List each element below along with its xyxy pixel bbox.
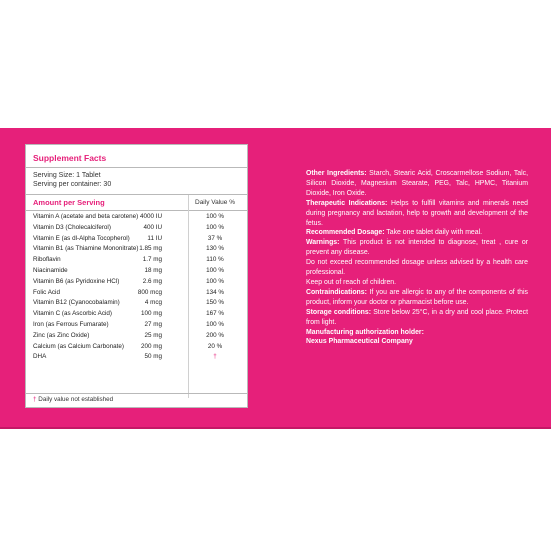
nutrient-amount: 11 IU	[147, 234, 162, 242]
nutrient-daily-value: 100 %	[206, 213, 224, 220]
nutrient-name: Vitamin E (as dl-Alpha Tocopherol)	[33, 234, 130, 242]
nutrient-name: Niacinamide	[33, 266, 68, 274]
nutrient-amount: 4 mcg	[144, 299, 162, 307]
nutrient-daily-value: 134 %	[206, 288, 224, 296]
nutrient-name: Iron (as Ferrous Fumarate)	[33, 320, 109, 328]
amount-per-serving-header: Amount per Serving	[33, 198, 105, 207]
nutrient-daily-value: 37 %	[207, 234, 223, 242]
table-row	[26, 255, 247, 266]
nutrient-amount: 2.6 mg	[142, 277, 162, 285]
daily-value-header: Daily Value %	[195, 199, 235, 206]
nutrient-daily-value: 110 %	[206, 256, 224, 264]
dosage-label: Recommended Dosage:	[306, 229, 385, 237]
nutrient-amount: 800 mcg	[137, 288, 162, 296]
product-information	[306, 169, 528, 347]
nutrient-name: DHA	[33, 353, 47, 361]
nutrient-name: Vitamin B12 (Cyanocobalamin)	[33, 299, 120, 307]
nutrient-daily-value: 167 %	[206, 310, 224, 318]
nutrient-daily-value: 200 %	[206, 331, 224, 339]
nutrient-name: Riboflavin	[33, 256, 61, 264]
nutrient-name: Vitamin B6 (as Pyridoxine HCl)	[33, 277, 120, 285]
footnote-text: Daily value not established	[36, 396, 114, 403]
therapeutic-indications	[306, 199, 528, 229]
divider	[26, 210, 247, 211]
nutrient-amount: 18 mg	[144, 266, 162, 274]
divider	[26, 167, 247, 168]
supplement-facts-panel	[25, 144, 248, 408]
nutrient-name: Vitamin C (as Ascorbic Acid)	[33, 310, 112, 318]
nutrient-amount: 4000 IU	[139, 213, 162, 220]
nutrient-name: Vitamin B1 (as Thiamine Mononitrate)	[33, 245, 139, 253]
table-row	[26, 352, 247, 363]
nutrient-daily-value: 130 %	[206, 245, 224, 253]
nutrient-daily-value: 100 %	[206, 223, 224, 231]
storage-text: Store below 25°C, in a dry and cool place. Protect from light.	[306, 308, 528, 326]
table-row	[26, 320, 247, 331]
nutrient-name: Folic Acid	[33, 288, 60, 296]
contraindications	[306, 288, 528, 308]
nutrient-name: Calcium (as Calcium Carbonate)	[33, 342, 124, 350]
table-row	[26, 234, 247, 245]
storage-conditions	[306, 308, 528, 328]
nutrient-name: Zinc (as Zinc Oxide)	[33, 331, 90, 339]
nutrient-daily-value: 100 %	[206, 266, 224, 274]
contra-label: Contraindications:	[306, 288, 367, 296]
nutrient-amount: 200 mg	[140, 342, 162, 350]
warnings-line-2: Do not exceed recommended dosage unless advised by a health care professional.	[306, 259, 528, 277]
nutrient-amount: 1.7 mg	[142, 256, 162, 264]
package-panel-edge	[0, 427, 551, 429]
nutrient-amount: 1.85 mg	[139, 245, 162, 253]
warnings-line-3: Keep out of reach of children.	[306, 278, 397, 286]
contra-text: If you are allergic to any of the components of this product, inform your doctor or pharmacist before use.	[306, 288, 528, 306]
nutrient-amount: 400 IU	[143, 223, 162, 231]
table-row	[26, 298, 247, 309]
other-ingredients	[306, 169, 528, 199]
nutrient-amount: 50 mg	[144, 353, 162, 361]
therapeutic-text: Helps to fulfill vitamins and minerals need during pregnancy and lactation, help to growth and development of the fetus.	[306, 199, 529, 227]
nutrient-daily-value: 150 %	[206, 299, 224, 307]
nutrient-daily-value: 20 %	[207, 342, 223, 350]
authorization-holder	[306, 328, 528, 338]
nutrient-daily-value: 100 %	[206, 320, 224, 328]
supplement-facts-title: Supplement Facts	[33, 153, 107, 163]
table-row	[26, 277, 247, 288]
warnings-label: Warnings:	[306, 239, 340, 247]
dosage-text: Take one tablet daily with meal.	[384, 229, 483, 237]
other-ingredients-label: Other Ingredients:	[306, 170, 367, 177]
other-ingredients-text: Starch, Stearic Acid, Croscarmellose Sodium, Talc, Silicon Dioxide, Magnesium Stearate, PEG, Talc, HPMC, Titanium Dioxide, Iron Oxide.	[306, 170, 528, 197]
nutrient-table	[26, 212, 247, 363]
nutrient-name: Vitamin D3 (Cholecalciferol)	[33, 223, 111, 231]
storage-label: Storage conditions:	[306, 308, 371, 316]
nutrient-amount: 25 mg	[144, 331, 162, 339]
table-row	[26, 212, 247, 223]
table-row	[26, 331, 247, 342]
footnote	[33, 396, 113, 403]
holder-label: Manufacturing authorization holder:	[306, 328, 424, 336]
nutrient-name: Vitamin A (acetate and beta carotene)	[33, 213, 139, 220]
nutrient-daily-value: †	[213, 353, 217, 361]
therapeutic-label: Therapeutic Indications:	[306, 199, 388, 207]
warnings-text: This product is not intended to diagnose, treat , cure or prevent any disease.	[306, 239, 528, 257]
table-row	[26, 309, 247, 320]
recommended-dosage	[306, 228, 528, 238]
divider	[26, 194, 247, 195]
table-row	[26, 244, 247, 255]
nutrient-daily-value: 100 %	[206, 277, 224, 285]
serving-per-container: Serving per container: 30	[33, 181, 112, 188]
dagger-icon: †	[33, 396, 37, 403]
table-row	[26, 266, 247, 277]
company-name-text: Nexus Pharmaceutical Company	[306, 338, 413, 346]
table-row	[26, 223, 247, 234]
table-row	[26, 288, 247, 299]
nutrient-amount: 100 mg	[140, 310, 162, 318]
warnings	[306, 238, 528, 258]
table-row	[26, 342, 247, 353]
company-name	[306, 337, 528, 347]
serving-size: Serving Size: 1 Tablet	[33, 172, 101, 179]
nutrient-amount: 27 mg	[144, 320, 162, 328]
divider	[26, 393, 247, 394]
